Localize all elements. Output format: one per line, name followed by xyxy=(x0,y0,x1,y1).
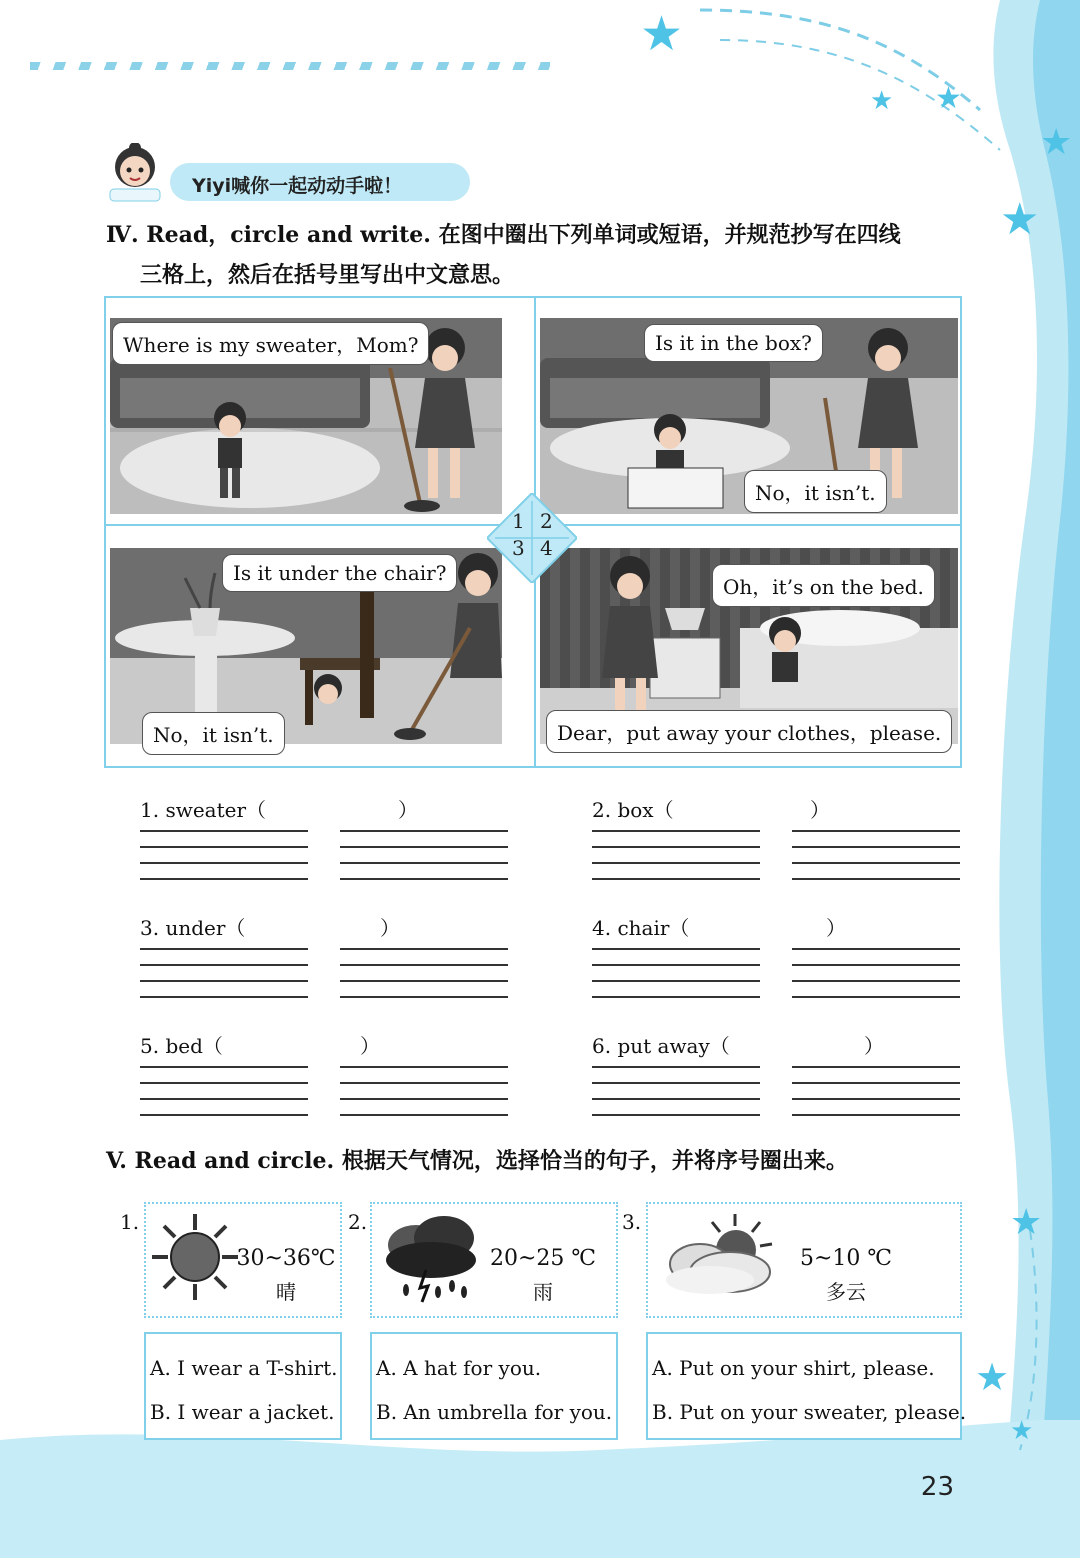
writing-lines[interactable] xyxy=(592,1066,760,1114)
item-label: 2. box（ xyxy=(592,798,674,822)
writing-lines[interactable] xyxy=(792,1066,960,1114)
option-b[interactable]: B. An umbrella for you. xyxy=(376,1400,613,1424)
exercise-item-3 xyxy=(140,912,245,941)
close-paren: ） xyxy=(826,916,846,940)
temperature: 30~36℃ xyxy=(236,1246,336,1271)
banner-text: Yiyi喊你一起动动手啦！ xyxy=(192,175,403,197)
section-4-title: Ⅳ. Read，circle and write. 在图中圈出下列单词或短语，并规范抄写在四线 xyxy=(106,222,901,248)
weather-condition: 多云 xyxy=(826,1280,866,1304)
option-a[interactable]: A. A hat for you. xyxy=(376,1356,542,1380)
star-icon: ★ xyxy=(1010,1202,1043,1243)
item-label: 4. chair（ xyxy=(592,916,690,940)
exercise-item-4 xyxy=(592,912,689,941)
option-b[interactable]: B. I wear a jacket. xyxy=(150,1400,335,1424)
option-a[interactable]: A. I wear a T-shirt. xyxy=(150,1356,338,1380)
exercise-item-6 xyxy=(592,1030,730,1059)
panel-number: 2 xyxy=(540,509,553,533)
writing-lines[interactable] xyxy=(340,948,508,996)
writing-lines[interactable] xyxy=(340,1066,508,1114)
weather-condition: 晴 xyxy=(276,1280,296,1304)
star-icon: ★ xyxy=(1000,194,1040,245)
page-number: 23 xyxy=(920,1472,954,1502)
exercise-item-2 xyxy=(592,794,674,823)
star-icon: ★ xyxy=(870,86,894,116)
speech-bubble: Is it in the box? xyxy=(644,324,823,362)
panel-number: 4 xyxy=(540,536,553,560)
writing-lines[interactable] xyxy=(592,830,760,878)
writing-lines[interactable] xyxy=(340,830,508,878)
weather-condition: 雨 xyxy=(533,1280,553,1304)
speech-bubble: No，it isn’t. xyxy=(744,470,887,513)
section-4-subtitle: 三格上，然后在括号里写出中文意思。 xyxy=(140,262,515,288)
star-icon: ★ xyxy=(935,81,962,116)
writing-lines[interactable] xyxy=(792,948,960,996)
weather-number: 2. xyxy=(348,1210,368,1234)
option-b[interactable]: B. Put on your sweater, please. xyxy=(652,1400,967,1424)
speech-bubble: Is it under the chair? xyxy=(222,554,457,592)
star-icon: ★ xyxy=(975,1355,1010,1399)
speech-bubble: Oh，it’s on the bed. xyxy=(712,564,935,607)
panel-number: 3 xyxy=(512,536,525,560)
close-paren: ） xyxy=(864,1034,884,1058)
star-icon: ★ xyxy=(1010,1416,1034,1446)
rain-cloud-icon xyxy=(376,1210,486,1306)
writing-lines[interactable] xyxy=(592,948,760,996)
close-paren: ） xyxy=(810,798,830,822)
speech-bubble: Dear，put away your clothes，please. xyxy=(546,710,952,753)
writing-lines[interactable] xyxy=(140,830,308,878)
writing-lines[interactable] xyxy=(140,1066,308,1114)
close-paren: ） xyxy=(380,916,400,940)
option-a[interactable]: A. Put on your shirt, please. xyxy=(652,1356,935,1380)
panel-number: 1 xyxy=(512,509,525,533)
weather-number: 3. xyxy=(622,1210,642,1234)
temperature: 5~10 ℃ xyxy=(799,1246,893,1271)
girl-mascot-icon xyxy=(100,143,170,203)
item-label: 5. bed（ xyxy=(140,1034,223,1058)
star-icon: ★ xyxy=(640,6,684,62)
star-icon: ★ xyxy=(1040,122,1073,163)
close-paren: ） xyxy=(360,1034,380,1058)
yiyi-banner xyxy=(100,143,480,203)
panel-number-diamond xyxy=(487,493,577,583)
close-paren: ） xyxy=(398,798,418,822)
sun-icon xyxy=(150,1212,240,1302)
item-label: 3. under（ xyxy=(140,916,246,940)
exercise-item-1 xyxy=(140,794,266,823)
weather-number: 1. xyxy=(120,1210,140,1234)
exercise-item-5 xyxy=(140,1030,223,1059)
decorative-dashes xyxy=(30,62,550,70)
temperature: 20~25 ℃ xyxy=(489,1246,597,1271)
writing-lines[interactable] xyxy=(792,830,960,878)
section-5-title: V. Read and circle. 根据天气情况，选择恰当的句子，并将序号圈出来。 xyxy=(106,1148,848,1174)
speech-bubble: No，it isn’t. xyxy=(142,712,285,755)
writing-lines[interactable] xyxy=(140,948,308,996)
speech-bubble: Where is my sweater，Mom? xyxy=(112,322,429,365)
item-label: 6. put away（ xyxy=(592,1034,730,1058)
item-label: 1. sweater（ xyxy=(140,798,267,822)
cloudy-icon xyxy=(660,1212,780,1302)
